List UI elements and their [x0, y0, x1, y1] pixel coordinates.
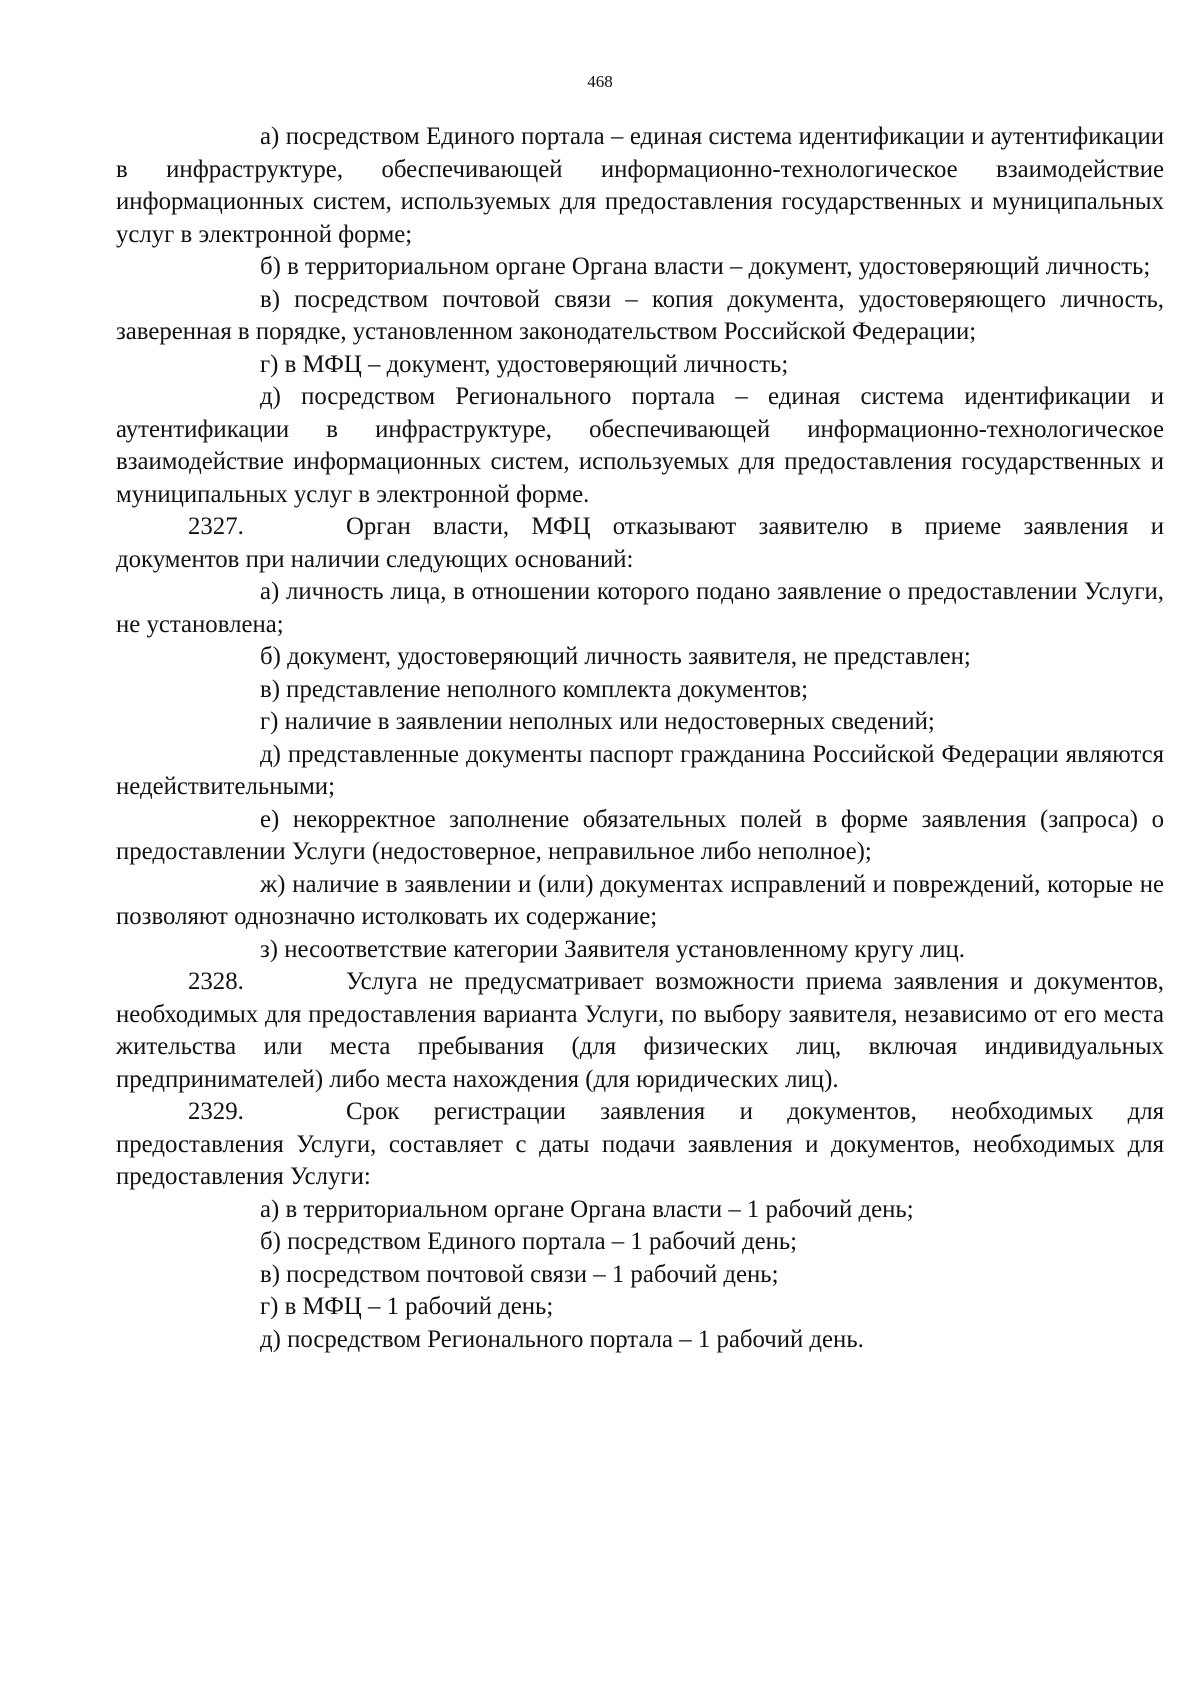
- paragraph-number: 2329.: [188, 1098, 244, 1125]
- item-marker: г): [260, 708, 279, 735]
- item-marker: в): [260, 285, 280, 313]
- item-text: наличие в заявлении неполных или недостоверных сведений;: [284, 708, 935, 735]
- numbered-paragraph: [116, 1096, 1164, 1194]
- list-item: [116, 381, 1164, 511]
- list-item: [116, 1291, 1164, 1324]
- item-marker: б): [260, 643, 281, 670]
- list-item: [116, 1226, 1164, 1259]
- item-text: посредством Единого портала – 1 рабочий день;: [287, 1228, 798, 1255]
- item-text: посредством почтовой связи – 1 рабочий день;: [286, 1260, 779, 1288]
- item-marker: д): [260, 383, 281, 410]
- item-marker: в): [260, 1260, 280, 1288]
- item-marker: д): [260, 1325, 281, 1353]
- item-marker: е): [260, 805, 280, 833]
- item-text: документ, удостоверяющий личность заявителя, не представлен;: [287, 643, 971, 670]
- list-item: [116, 934, 1164, 967]
- paragraph-text: Срок регистрации заявления и документов, необходимых для предоставления Услуги, составляет с даты подачи заявления и документов, необходимых для предоставления Услуги:: [116, 1098, 1164, 1190]
- item-marker: а): [260, 1195, 280, 1223]
- item-marker: а): [260, 578, 280, 605]
- item-text: посредством почтовой связи – копия документа, удостоверяющего личность, заверенная в порядке, установленном законодательством Российской Федерации;: [116, 285, 1164, 345]
- list-item: [116, 706, 1164, 739]
- list-item: [116, 674, 1164, 707]
- item-marker: б): [260, 1228, 281, 1255]
- list-item: [116, 1324, 1164, 1357]
- list-item: [116, 869, 1164, 934]
- item-text: в территориальном органе Органа власти – документ, удостоверяющий личность;: [287, 253, 1151, 280]
- item-text: представленные документы паспорт гражданина Российской Федерации являются недействительными;: [116, 740, 1164, 800]
- paragraph-number: 2327.: [188, 513, 244, 540]
- paragraph-number: 2328.: [188, 968, 244, 995]
- item-text: представление неполного комплекта документов;: [286, 675, 808, 703]
- item-text: в МФЦ – документ, удостоверяющий личность;: [284, 350, 789, 378]
- item-marker: в): [260, 675, 280, 703]
- list-item: [116, 251, 1164, 284]
- list-item: [116, 739, 1164, 804]
- document-body: [116, 121, 1164, 1356]
- item-text: несоответствие категории Заявителя установленному кругу лиц.: [284, 935, 965, 963]
- list-item: [116, 576, 1164, 641]
- list-item: [116, 121, 1164, 251]
- item-text: в МФЦ – 1 рабочий день;: [284, 1293, 554, 1320]
- item-text: личность лица, в отношении которого подано заявление о предоставлении Услуги, не установлена;: [116, 578, 1164, 638]
- paragraph-text: Орган власти, МФЦ отказывают заявителю в приеме заявления и документов при наличии следующих оснований:: [116, 513, 1164, 573]
- item-marker: ж): [260, 870, 286, 898]
- item-text: некорректное заполнение обязательных полей в форме заявления (запроса) о предоставлении Услуги (недостоверное, неправильное либо неполное);: [116, 805, 1164, 865]
- item-marker: з): [260, 935, 279, 963]
- numbered-paragraph: [116, 511, 1164, 576]
- item-text: наличие в заявлении и (или) документах исправлений и повреждений, которые не позволяют однозначно истолковать их содержание;: [116, 870, 1165, 930]
- paragraph-text: Услуга не предусматривает возможности приема заявления и документов, необходимых для предоставления варианта Услуги, по выбору заявителя, независимо от его места жительства или места пребывания (для физических лиц, включая индивидуальных предпринимателей) либо места нахождения (для юридических лиц).: [116, 968, 1164, 1093]
- numbered-paragraph: [116, 966, 1164, 1096]
- list-item: [116, 641, 1164, 674]
- list-item: [116, 804, 1164, 869]
- list-item: [116, 284, 1164, 349]
- item-text: посредством Регионального портала – единая система идентификации и аутентификации в инфраструктуре, обеспечивающей информационно-технологическое взаимодействие информационных систем, используемых для предоставления государственных и муниципальных услуг в электронной форме.: [116, 383, 1164, 508]
- item-marker: а): [260, 123, 280, 150]
- item-marker: д): [260, 740, 281, 768]
- list-item: [116, 1194, 1164, 1227]
- item-marker: г): [260, 350, 279, 378]
- item-text: посредством Единого портала – единая система идентификации и аутентификации в инфраструктуре, обеспечивающей информационно-технологическое взаимодействие информационных систем, используемых для предоставления государственных и муниципальных услуг в электронной форме;: [116, 123, 1164, 248]
- page-number: 468: [587, 72, 613, 91]
- list-item: [116, 1259, 1164, 1292]
- item-marker: б): [260, 253, 281, 280]
- list-item: [116, 349, 1164, 382]
- item-marker: г): [260, 1293, 279, 1320]
- item-text: посредством Регионального портала – 1 рабочий день.: [287, 1325, 864, 1353]
- item-text: в территориальном органе Органа власти – 1 рабочий день;: [285, 1195, 914, 1223]
